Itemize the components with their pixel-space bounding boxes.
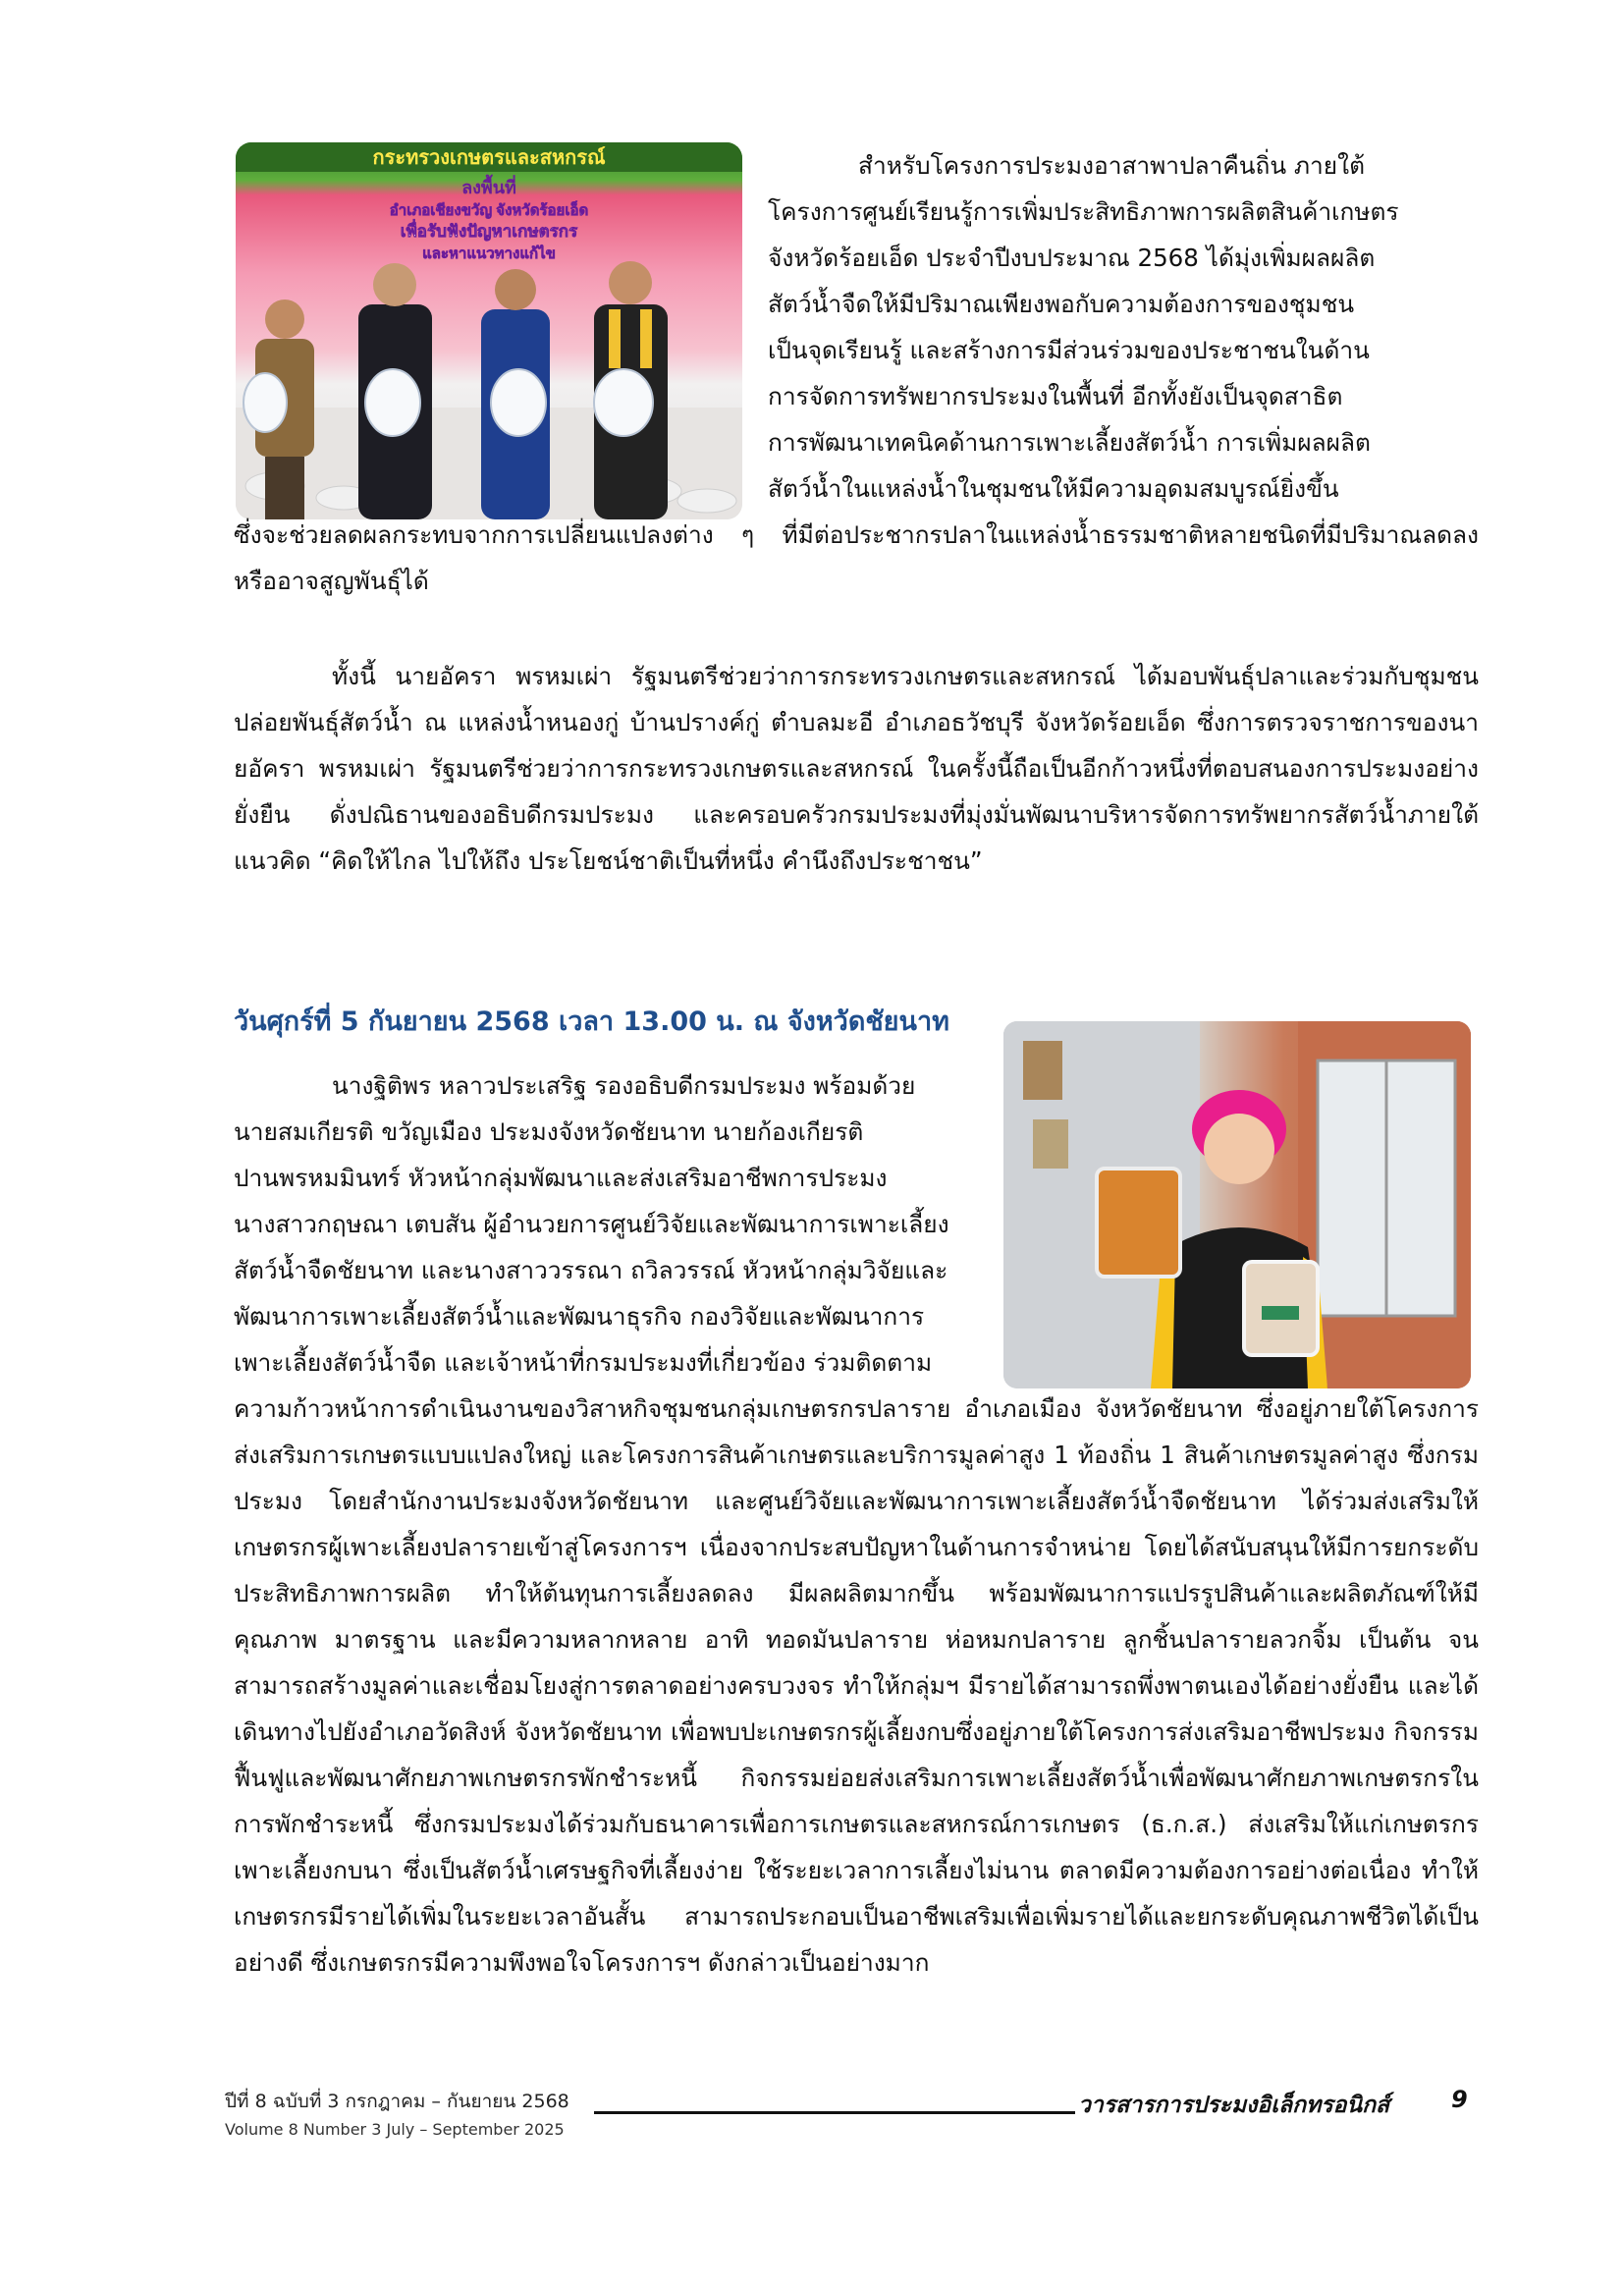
p3-line-6: พัฒนาการเพาะเลี้ยงสัตว์น้ำและพัฒนาธุรกิจ กองวิจัยและพัฒนาการ: [234, 1302, 925, 1331]
p1-line-7: การพัฒนาเทคนิคด้านการเพาะเลี้ยงสัตว์น้ำ การเพิ่มผลผลิต: [768, 428, 1371, 457]
paragraph-1-continued: ซึ่งจะช่วยลดผลกระทบจากการเปลี่ยนแปลงต่าง ๆ ที่มีต่อประชากรปลาในแหล่งน้ำธรรมชาติหลายชนิดที่มีปริมาณลดลงหรืออาจสูญพันธุ์ได้: [234, 520, 1479, 595]
footer-issue-english: Volume 8 Number 3 July – September 2025: [225, 2120, 565, 2139]
banner-line-3: อำเภอเชียงขวัญ จังหวัดร้อยเอ็ด: [389, 202, 589, 219]
banner-line-2: ลงพื้นที่: [461, 178, 516, 197]
p1-line-6: การจัดการทรัพยากรประมงในพื้นที่ อีกทั้งยังเป็นจุดสาธิต: [768, 382, 1343, 410]
p1-line-1: สำหรับโครงการประมงอาสาพาปลาคืนถิ่น ภายใต้: [858, 151, 1366, 180]
p1-line-8: สัตว์น้ำในแหล่งน้ำในชุมชนให้มีความอุดมสมบูรณ์ยิ่งขึ้น: [768, 474, 1339, 503]
p3-line-5: สัตว์น้ำจืดชัยนาท และนางสาววรรณา ถวิลวรรณ์ หัวหน้ากลุ่มวิจัยและ: [234, 1256, 948, 1284]
page-number: 9: [1451, 2086, 1468, 2113]
footer-rule: [594, 2111, 1075, 2114]
p1-line-4: สัตว์น้ำจืดให้มีปริมาณเพียงพอกับความต้องการของชุมชน: [768, 290, 1355, 318]
paragraph-1-wrapped: [768, 142, 1479, 512]
p1-line-3: จังหวัดร้อยเอ็ด ประจำปีงบประมาณ 2568 ได้มุ่งเพิ่มผลผลิต: [768, 244, 1376, 272]
banner-line-5: และหาแนวทางแก้ไข: [422, 245, 556, 262]
product-photo: [1003, 1021, 1471, 1388]
p3-line-7: เพาะเลี้ยงสัตว์น้ำจืด และเจ้าหน้าที่กรมประมงที่เกี่ยวข้อง ร่วมติดตาม: [234, 1348, 933, 1377]
ceremony-photo: [236, 142, 742, 519]
p3-line-2: นายสมเกียรติ ขวัญเมือง ประมงจังหวัดชัยนาท นายก้องเกียรติ: [234, 1117, 864, 1146]
paragraph-3-continued: ความก้าวหน้าการดำเนินงานของวิสาหกิจชุมชนกลุ่มเกษตรกรปลาราย อำเภอเมือง จังหวัดชัยนาท ซึ่งอยู่ภายใต้โครงการส่งเสริมการเกษตรแบบแปลงใหญ่ และโครงการสินค้าเกษตรและบริการมูลค่าสูง 1 ท้องถิ่น 1 สินค้าเกษตรมูลค่าสูง ซึ่งกรมประมง โดยสำนักงานประมงจังหวัดชัยนาท และศูนย์วิจัยและพัฒนาการเพาะเลี้ยงสัตว์น้ำจืดชัยนาท ได้ร่วมส่งเสริมให้เกษตรกรผู้เพาะเลี้ยงปลารายเข้าสู่โครงการฯ เนื่องจากประสบปัญหาในด้านการจำหน่าย โดยได้สนับสนุนให้มีการยกระดับประสิทธิภาพการผลิต ทำให้ต้นทุนการเลี้ยงลดลง มีผลผลิตมากขึ้น พร้อมพัฒนาการแปรรูปสินค้าและผลิตภัณฑ์ให้มีคุณภาพ มาตรฐาน และมีความหลากหลาย อาทิ ทอดมันปลาราย ห่อหมกปลาราย ลูกชิ้นปลารายลวกจิ้ม เป็นต้น จนสามารถสร้างมูลค่าและเชื่อมโยงสู่การตลาดอย่างครบวงจร ทำให้กลุ่มฯ มีรายได้สามารถพึ่งพาตนเองได้อย่างยั่งยืน และได้เดินทางไปยังอำเภอวัดสิงห์ จังหวัดชัยนาท เพื่อพบปะเกษตรกรผู้เลี้ยงกบซึ่งอยู่ภายใต้โครงการส่งเสริมอาชีพประมง กิจกรรมฟื้นฟูและพัฒนาศักยภาพเกษตรกรพักชำระหนี้ กิจกรรมย่อยส่งเสริมการเพาะเลี้ยงสัตว์น้ำเพื่อพัฒนาศักยภาพเกษตรกรในการพักชำระหนี้ ซึ่งกรมประมงได้ร่วมกับธนาคารเพื่อการเกษตรและสหกรณ์การเกษตร (ธ.ก.ส.) ส่งเสริมให้แก่เกษตรกรเพาะเลี้ยงกบนา ซึ่งเป็นสัตว์น้ำเศรษฐกิจที่เลี้ยงง่าย ใช้ระยะเวลาการเลี้ยงไม่นาน ตลาดมีความต้องการอย่างต่อเนื่อง ทำให้เกษตรกรมีรายได้เพิ่มในระยะเวลาอันสั้น สามารถประกอบเป็นอาชีพเสริมเพื่อเพิ่มรายได้และยกระดับคุณภาพชีวิตได้เป็นอย่างดี ซึ่งเกษตรกรมีความพึงพอใจโครงการฯ ดังกล่าวเป็นอย่างมาก: [234, 1394, 1479, 1977]
p1-line-2: โครงการศูนย์เรียนรู้การเพิ่มประสิทธิภาพการผลิตสินค้าเกษตร: [768, 197, 1399, 226]
p1-line-5: เป็นจุดเรียนรู้ และสร้างการมีส่วนร่วมของประชาชนในด้าน: [768, 336, 1370, 364]
footer-issue-thai: ปีที่ 8 ฉบับที่ 3 กรกฎาคม – กันยายน 2568: [225, 2091, 569, 2112]
footer-journal-title: วารสารการประมงอิเล็กทรอนิกส์: [1078, 2093, 1390, 2118]
p3-line-3: ปานพรหมมินทร์ หัวหน้ากลุ่มพัฒนาและส่งเสริมอาชีพการประมง: [234, 1164, 888, 1192]
paragraph-2: ทั้งนี้ นายอัครา พรหมเผ่า รัฐมนตรีช่วยว่าการกระทรวงเกษตรและสหกรณ์ ได้มอบพันธุ์ปลาและร่วมกับชุมชนปล่อยพันธุ์สัตว์น้ำ ณ แหล่งน้ำหนองกู่ บ้านปรางค์กู่ ตำบลมะอี อำเภอธวัชบุรี จังหวัดร้อยเอ็ด ซึ่งการตรวจราชการของนายอัครา พรหมเผ่า รัฐมนตรีช่วยว่าการกระทรวงเกษตรและสหกรณ์ ในครั้งนี้ถือเป็นอีกก้าวหนึ่งที่ตอบสนองการประมงอย่างยั่งยืน ดั่งปณิธานของอธิบดีกรมประมง และครอบครัวกรมประมงที่มุ่งมั่นพัฒนาบริหารจัดการทรัพยากรสัตว์น้ำภายใต้แนวคิด “คิดให้ไกล ไปให้ถึง ประโยชน์ชาติเป็นที่หนึ่ง คำนึงถึงประชาชน”: [234, 662, 1479, 875]
banner-line-4: เพื่อรับฟังปัญหาเกษตรกร: [400, 222, 578, 241]
section-heading: วันศุกร์ที่ 5 กันยายน 2568 เวลา 13.00 น. ณ จังหวัดชัยนาท: [234, 1007, 949, 1037]
p3-line-4: นางสาวกฤษณา เตบสัน ผู้อำนวยการศูนย์วิจัยและพัฒนาการเพาะเลี้ยง: [234, 1210, 949, 1238]
paragraph-3-wrapped: [234, 1062, 977, 1386]
banner-line-1: กระทรวงเกษตรและสหกรณ์: [372, 147, 606, 169]
p3-line-1: นางฐิติพร หลาวประเสริฐ รองอธิบดีกรมประมง พร้อมด้วย: [332, 1071, 916, 1100]
